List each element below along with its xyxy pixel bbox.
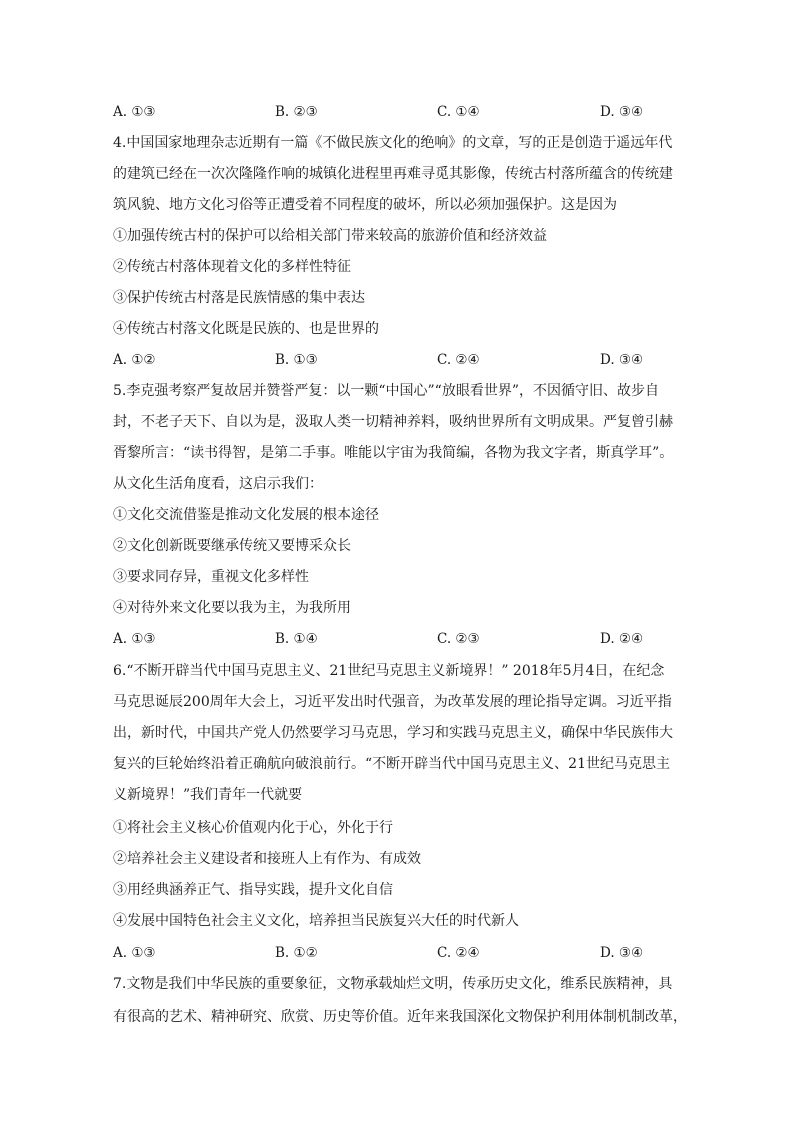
q6-statement-4: ④发展中国特色社会主义文化，培养担当民族复兴大任的时代新人 [113, 913, 519, 929]
q5-option-b[interactable]: B. ①④ [275, 631, 318, 647]
q6-stem-line: 马克思诞辰200周年大会上，习近平发出时代强音，为改革发展的理论指导定调。习近平指 [113, 694, 672, 710]
q5-options [113, 629, 673, 649]
q4-option-c[interactable]: C. ②④ [437, 352, 480, 368]
q5-statement-4: ④对待外来文化要以我为主，为我所用 [113, 600, 351, 616]
q5-option-a[interactable]: A. ①③ [113, 631, 156, 647]
q4-stem-line: 的建筑已经在一次次隆隆作响的城镇化进程里再难寻觅其影像，传统古村落所蕴含的传统建 [113, 166, 673, 182]
q4-option-a[interactable]: A. ①② [113, 352, 156, 368]
q5-statement-1: ①文化交流借鉴是推动文化发展的根本途径 [113, 507, 379, 523]
q6-option-a[interactable]: A. ①③ [113, 945, 156, 961]
q6-stem-line: 复兴的巨轮始终沿着正确航向破浪前行。“不断开辟当代中国马克思主义、21世纪马克思主 [113, 756, 670, 772]
q5-stem-line: 5.李克强考察严复故居并赞誉严复：以一颗“中国心”“放眼看世界”，不因循守旧、故步自 [113, 383, 659, 399]
q6-option-d[interactable]: D. ③④ [600, 945, 644, 961]
q4-option-d[interactable]: D. ③④ [600, 352, 644, 368]
q3-option-c[interactable]: C. ①④ [437, 104, 480, 120]
q6-option-c[interactable]: C. ②④ [437, 945, 480, 961]
q5-stem-line: 从文化生活角度看，这启示我们： [113, 476, 323, 492]
q5-stem-line: 封，不老子天下、自以为是，汲取人类一切精神养料，吸纳世界所有文明成果。严复曾引赫 [113, 414, 673, 430]
q4-statement-3: ③保护传统古村落是民族情感的集中表达 [113, 290, 365, 306]
q3-option-d[interactable]: D. ③④ [600, 104, 644, 120]
q7-stem-line: 有很高的艺术、精神研究、欣赏、历史等价值。近年来我国深化文物保护利用体制机制改革， [113, 1009, 687, 1025]
q4-statement-2: ②传统古村落体现着文化的多样性特征 [113, 259, 351, 275]
q6-stem-line: 6.“不断开辟当代中国马克思主义、21世纪马克思主义新境界！” 2018年5月4日，在纪念 [113, 663, 665, 679]
q5-option-d[interactable]: D. ②④ [600, 631, 644, 647]
q3-options [113, 102, 673, 122]
q5-option-c[interactable]: C. ②③ [437, 631, 480, 647]
q6-stem-line: 义新境界！”我们青年一代就要 [113, 787, 303, 803]
q4-option-b[interactable]: B. ①③ [275, 352, 318, 368]
q4-stem-line: 4.中国国家地理杂志近期有一篇《不做民族文化的绝响》的文章，写的正是创造于遥远年代 [113, 135, 673, 151]
q3-option-a[interactable]: A. ①③ [113, 104, 156, 120]
q7-stem-line: 7.文物是我们中华民族的重要象征，文物承载灿烂文明，传承历史文化，维系民族精神，具 [113, 976, 673, 992]
q6-statement-3: ③用经典涵养正气、指导实践，提升文化自信 [113, 882, 393, 898]
q4-stem-line: 筑风貌、地方文化习俗等正遭受着不同程度的破坏，所以必须加强保护。这是因为 [113, 197, 617, 213]
q5-statement-3: ③要求同存异，重视文化多样性 [113, 569, 309, 585]
q6-options [113, 943, 673, 963]
q4-statement-1: ①加强传统古村的保护可以给相关部门带来较高的旅游价值和经济效益 [113, 228, 547, 244]
q5-statement-2: ②文化创新既要继承传统又要博采众长 [113, 538, 351, 554]
q6-stem-line: 出，新时代，中国共产党人仍然要学习马克思，学习和实践马克思主义，确保中华民族伟大 [113, 725, 673, 741]
q4-options [113, 350, 673, 370]
q6-statement-2: ②培养社会主义建设者和接班人上有作为、有成效 [113, 851, 421, 867]
q6-statement-1: ①将社会主义核心价值观内化于心，外化于行 [113, 820, 393, 836]
q5-stem-line: 胥黎所言：“读书得智，是第二手事。唯能以宇宙为我简编，各物为我文字者，斯真学耳”。 [113, 445, 674, 461]
q6-option-b[interactable]: B. ①② [275, 945, 318, 961]
q3-option-b[interactable]: B. ②③ [275, 104, 318, 120]
q4-statement-4: ④传统古村落文化既是民族的、也是世界的 [113, 321, 379, 337]
